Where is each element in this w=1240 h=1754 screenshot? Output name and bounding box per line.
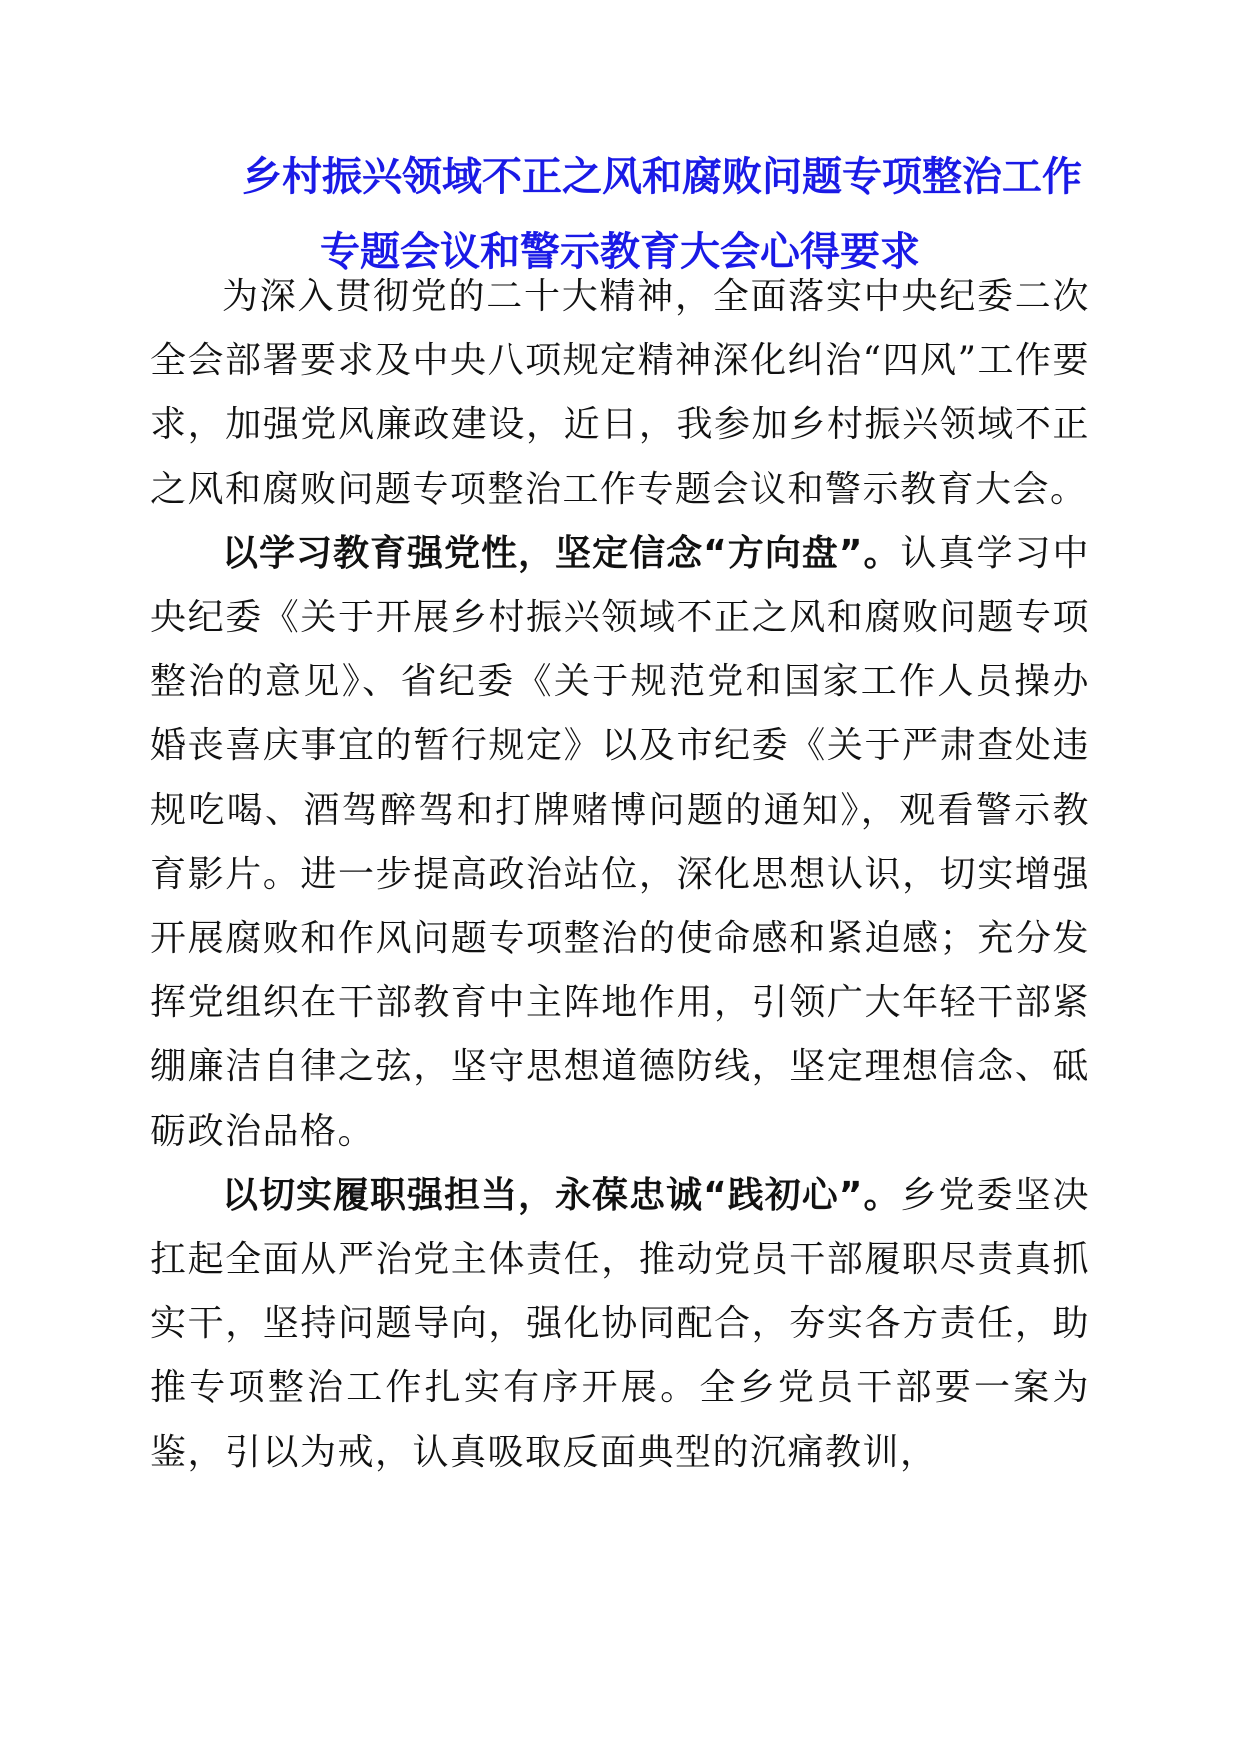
document-title-line-1: 乡村振兴领域不正之风和腐败问题专项整治工作 <box>242 154 1082 200</box>
document-title-line-2: 专题会议和警示教育大会心得要求 <box>320 229 920 275</box>
document-body <box>150 265 1090 1485</box>
paragraph-study-education <box>150 522 1090 1164</box>
paragraph-text: 认真学习中央纪委《关于开展乡村振兴领域不正之风和腐败问题专项整治的意见》、省纪委《关于规范党和国家工作人员操办婚丧喜庆事宜的暂行规定》以及市纪委《关于严肃查处违规吃喝、酒驾醉驾和打牌赌博问题的通知》，观看警示教育影片。进一步提高政治站位，深化思想认识，切实增强开展腐败和作风问题专项整治的使命感和紧迫感；充分发挥党组织在干部教育中主阵地作用，引领广大年轻干部紧绷廉洁自律之弦，坚守思想道德防线，坚定理想信念、砥砺政治品格。 <box>150 532 1090 1152</box>
paragraph-text: 为深入贯彻党的二十大精神，全面落实中央纪委二次全会部署要求及中央八项规定精神深化纠治“四风”工作要求，加强党风廉政建设，近日，我参加乡村振兴领域不正之风和腐败问题专项整治工作专题会议和警示教育大会。 <box>150 276 1090 510</box>
paragraph-lead: 以学习教育强党性，坚定信念“方向盘”。 <box>222 532 901 574</box>
paragraph-text: 乡党委坚决扛起全面从严治党主体责任，推动党员干部履职尽责真抓实干，坚持问题导向，强化协同配合，夯实各方责任，助推专项整治工作扎实有序开展。全乡党员干部要一案为鉴，引以为戒，认真吸取反面典型的沉痛教训， <box>150 1174 1090 1473</box>
paragraph-fulfill-duties <box>150 1164 1090 1485</box>
paragraph-lead: 以切实履职强担当，永葆忠诚“践初心”。 <box>222 1174 901 1216</box>
paragraph-intro <box>150 265 1090 522</box>
